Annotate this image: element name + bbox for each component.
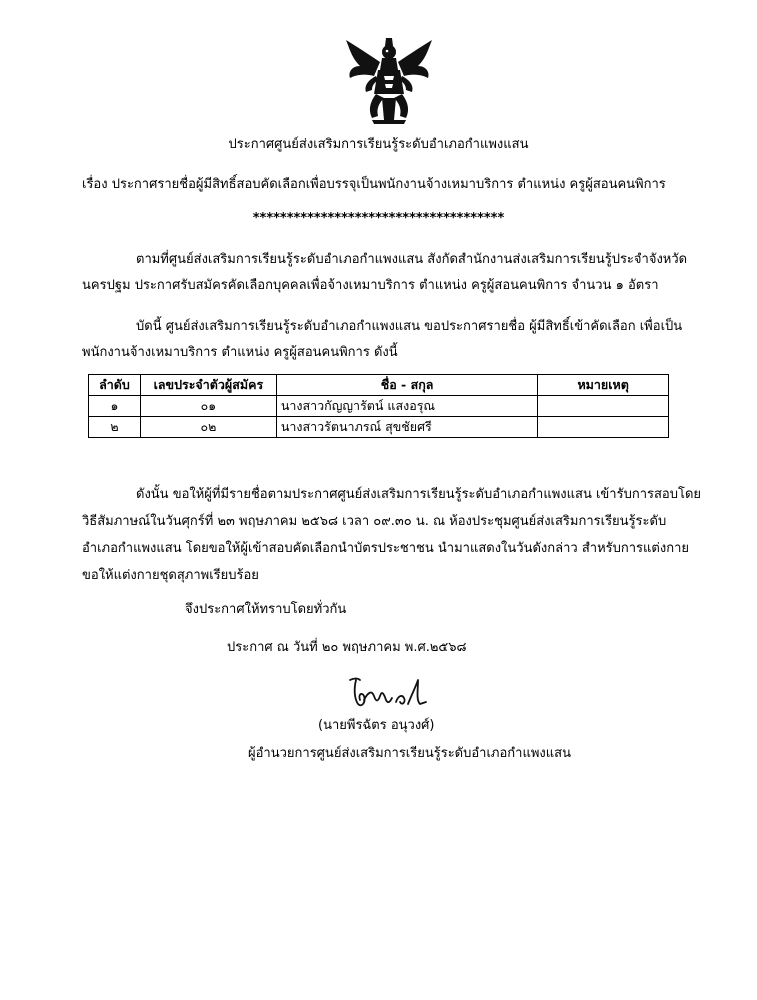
cell-applicant-id: ๐๒ — [140, 417, 276, 438]
paragraph-2-line-2: พนักงานจ้างเหมาบริการ ตำแหน่ง ครูผู้สอนคนพิการ ดังนี้ — [82, 345, 398, 360]
cell-applicant-id: ๐๑ — [140, 396, 276, 417]
cell-full-name: นางสาวรัตนาภรณ์ สุขชัยศรี — [276, 417, 538, 438]
paragraph-3-line-4: ขอให้แต่งกายชุดสุภาพเรียบร้อย — [82, 568, 259, 583]
announcement-date: ประกาศ ณ วันที่ ๒๐ พฤษภาคม พ.ศ.๒๕๖๘ — [227, 640, 467, 655]
header-full-name: ชื่อ - สกุล — [276, 375, 538, 396]
paragraph-3-line-2: วิธีสัมภาษณ์ในวันศุกร์ที่ ๒๓ พฤษภาคม ๒๕๖๘ เวลา ๐๙.๓๐ น. ณ ห้องประชุมศูนย์ส่งเสริมการเรียนรู้ระดับ — [82, 514, 667, 529]
announcement-subject: เรื่อง ประกาศรายชื่อผู้มีสิทธิ์สอบคัดเลือกเพื่อบรรจุเป็นพนักงานจ้างเหมาบริการ ตำแหน่ง ครูผู้สอนคนพิการ — [82, 177, 666, 192]
cell-order: ๑ — [89, 396, 141, 417]
table-header-row — [89, 375, 669, 396]
cell-remarks — [538, 396, 669, 417]
table-row — [89, 417, 669, 438]
cell-order: ๒ — [89, 417, 141, 438]
separator-line: ************************************* — [252, 211, 505, 226]
signer-name: (นายพีรฉัตร อนุวงศ์) — [318, 718, 435, 733]
closing-statement: จึงประกาศให้ทราบโดยทั่วกัน — [185, 602, 347, 617]
garuda-emblem-icon — [342, 36, 436, 126]
header-order: ลำดับ — [89, 375, 141, 396]
header-applicant-id: เลขประจำตัวผู้สมัคร — [140, 375, 276, 396]
paragraph-1-line-2: นครปฐม ประกาศรับสมัครคัดเลือกบุคคลเพื่อจ้างเหมาบริการ ตำแหน่ง ครูผู้สอนคนพิการ จำนวน ๑ อัตรา — [82, 278, 659, 293]
cell-remarks — [538, 417, 669, 438]
paragraph-2-line-1: บัดนี้ ศูนย์ส่งเสริมการเรียนรู้ระดับอำเภอกำแพงแสน ขอประกาศรายชื่อ ผู้มีสิทธิ์เข้าคัดเลือก เพื่อเป็น — [136, 319, 683, 334]
signature-icon — [340, 672, 430, 712]
candidate-table — [88, 374, 669, 438]
signer-position: ผู้อำนวยการศูนย์ส่งเสริมการเรียนรู้ระดับอำเภอกำแพงแสน — [248, 746, 571, 761]
paragraph-1-line-1: ตามที่ศูนย์ส่งเสริมการเรียนรู้ระดับอำเภอกำแพงแสน สังกัดสำนักงานส่งเสริมการเรียนรู้ประจำจังหวัด — [136, 252, 688, 267]
table-row — [89, 396, 669, 417]
header-remarks: หมายเหตุ — [538, 375, 669, 396]
announcement-title: ประกาศศูนย์ส่งเสริมการเรียนรู้ระดับอำเภอกำแพงแสน — [228, 137, 529, 152]
paragraph-3-line-1: ดังนั้น ขอให้ผู้ที่มีรายชื่อตามประกาศศูนย์ส่งเสริมการเรียนรู้ระดับอำเภอกำแพงแสน เข้ารับการสอบโดย — [136, 487, 702, 502]
paragraph-3-line-3: อำเภอกำแพงแสน โดยขอให้ผู้เข้าสอบคัดเลือกนำบัตรประชาชน นำมาแสดงในวันดังกล่าว สำหรับการแต่งกาย — [82, 541, 689, 556]
cell-full-name: นางสาวกัญญารัตน์ แสงอรุณ — [276, 396, 538, 417]
